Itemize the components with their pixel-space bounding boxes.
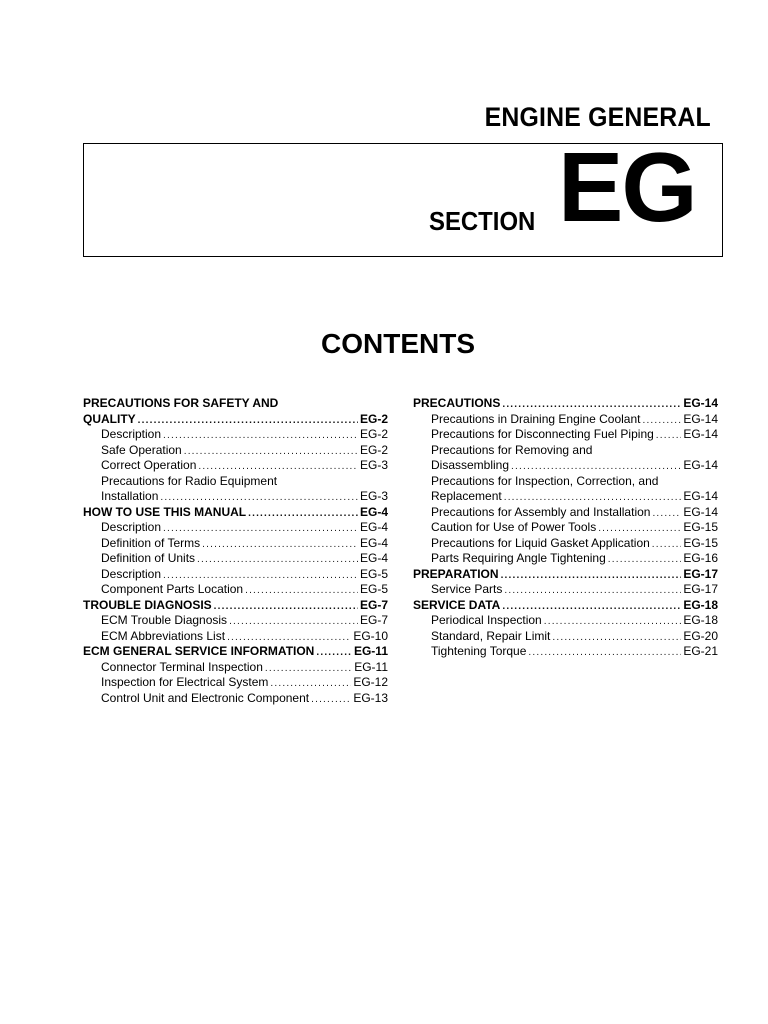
toc-entry[interactable] (413, 644, 718, 660)
toc-leader-dots (198, 459, 358, 475)
toc-entry-label: Precautions in Draining Engine Coolant (431, 411, 641, 426)
toc-leader-dots (184, 444, 358, 460)
toc-leader-dots (544, 614, 682, 630)
toc-entry-page: EG-14 (683, 411, 718, 426)
toc-entry[interactable] (83, 551, 388, 567)
toc-entry-label: Service Parts (431, 582, 503, 596)
toc-entry-page: EG-5 (359, 582, 388, 596)
toc-leader-dots (656, 428, 682, 444)
section-label: SECTION (429, 206, 536, 236)
toc-entry-page: EG-3 (359, 489, 388, 503)
toc-entry[interactable] (83, 691, 388, 707)
toc-entry-label: Safe Operation (101, 442, 182, 457)
toc-entry-label: Definition of Units (101, 551, 196, 565)
toc-entry[interactable] (83, 412, 388, 428)
toc-entry[interactable] (83, 629, 388, 645)
toc-entry-label: Parts Requiring Angle Tightening (431, 551, 606, 565)
toc-leader-dots (528, 645, 681, 661)
toc-entry-label: Description (101, 520, 162, 534)
toc-entry-label: Replacement (431, 489, 502, 503)
toc-entry-page: EG-14 (683, 458, 718, 472)
toc-left-column (83, 396, 388, 706)
toc-entry-label: Description (101, 427, 162, 441)
toc-entry[interactable] (83, 675, 388, 691)
toc-entry-page: EG-4 (359, 520, 388, 534)
toc-entry-label: TROUBLE DIAGNOSIS (83, 597, 212, 612)
toc-entry[interactable] (413, 629, 718, 645)
toc-leader-dots (265, 661, 352, 677)
toc-entry-label: Description (101, 566, 162, 581)
toc-entry-page: EG-4 (359, 551, 388, 565)
toc-entry-page: EG-14 (683, 427, 718, 441)
toc-entry-label: Precautions for Liquid Gasket Application (431, 535, 650, 550)
toc-entry-page: EG-3 (359, 458, 388, 472)
toc-leader-dots (229, 614, 358, 630)
toc-entry-page: EG-7 (359, 613, 388, 627)
toc-leader-dots (608, 552, 682, 568)
toc-entry-page: EG-5 (359, 566, 388, 581)
toc-entry-label: PREPARATION (413, 566, 499, 581)
toc-entry-label: Precautions for Radio Equipment (101, 473, 278, 488)
toc-entry-label: HOW TO USE THIS MANUAL (83, 504, 247, 519)
toc-entry-label: Component Parts Location (101, 582, 244, 596)
toc-entry-label: Installation (101, 489, 159, 503)
contents-heading: CONTENTS (321, 328, 475, 359)
toc-leader-dots (138, 413, 358, 429)
toc-entry-label: Caution for Use of Power Tools (431, 520, 597, 534)
engine-general-title: ENGINE GENERAL (484, 102, 711, 132)
toc-leader-dots (504, 490, 682, 506)
toc-leader-dots (598, 521, 681, 537)
toc-entry-page: EG-14 (683, 489, 718, 503)
toc-entry[interactable] (83, 613, 388, 629)
toc-entry[interactable] (413, 427, 718, 443)
toc-entry-label: Standard, Repair Limit (431, 628, 551, 643)
toc-leader-dots (552, 630, 681, 646)
toc-entry-page: EG-15 (683, 535, 718, 550)
toc-leader-dots (642, 413, 681, 429)
toc-entry[interactable] (83, 598, 388, 614)
toc-entry-page: EG-13 (353, 690, 388, 705)
toc-entry-page: EG-11 (354, 659, 388, 674)
toc-entry[interactable] (413, 582, 718, 598)
section-banner (83, 132, 723, 257)
toc-entry-label: QUALITY (83, 411, 136, 426)
toc-entry-label: PRECAUTIONS FOR SAFETY AND (83, 396, 279, 410)
toc-entry[interactable] (413, 520, 718, 536)
toc-entry[interactable] (413, 567, 718, 583)
toc-entry-label: Precautions for Disconnecting Fuel Piping (431, 427, 654, 441)
toc-entry-label: ECM GENERAL SERVICE INFORMATION (83, 644, 315, 658)
toc-entry-page: EG-14 (683, 396, 718, 410)
toc-entry-page: EG-16 (683, 551, 718, 565)
toc-leader-dots (160, 490, 358, 506)
toc-entry-page: EG-2 (359, 427, 388, 441)
toc-entry-label: Periodical Inspection (431, 613, 542, 627)
toc-entry[interactable] (413, 598, 718, 614)
toc-entry[interactable] (83, 567, 388, 583)
toc-entry-page: EG-17 (683, 582, 718, 596)
toc-entry[interactable] (83, 505, 388, 521)
toc-entry[interactable] (413, 458, 718, 474)
toc-leader-dots (511, 459, 681, 475)
toc-leader-dots (202, 537, 358, 553)
toc-entry-page: EG-4 (359, 504, 388, 519)
toc-entry-label: Correct Operation (101, 458, 197, 472)
toc-entry-label: SERVICE DATA (413, 597, 501, 612)
toc-entry-label: Definition of Terms (101, 535, 201, 550)
toc-leader-dots (245, 583, 358, 599)
toc-leader-dots (311, 692, 351, 708)
toc-entry[interactable] (413, 474, 718, 490)
toc-entry[interactable] (413, 536, 718, 552)
toc-entry-page: EG-18 (683, 597, 718, 612)
toc-entry[interactable] (83, 427, 388, 443)
toc-right-column (413, 396, 718, 660)
toc-entry-label: ECM Trouble Diagnosis (101, 613, 228, 627)
toc-entry-label: Inspection for Electrical System (101, 675, 269, 689)
toc-leader-dots (227, 630, 351, 646)
toc-entry[interactable] (413, 505, 718, 521)
toc-entry-label: Precautions for Assembly and Installation (431, 504, 651, 519)
toc-entry[interactable] (413, 613, 718, 629)
toc-entry-label: Precautions for Removing and (431, 442, 593, 457)
toc-entry[interactable] (413, 396, 718, 412)
toc-entry-label: Control Unit and Electronic Component (101, 690, 310, 705)
toc-entry-page: EG-18 (683, 613, 718, 627)
toc-leader-dots (163, 521, 358, 537)
toc-leader-dots (652, 537, 682, 553)
toc-entry-page: EG-10 (353, 628, 388, 643)
toc-entry-page: EG-20 (683, 628, 718, 643)
toc-entry[interactable] (413, 443, 718, 459)
section-code: EG (558, 132, 696, 242)
toc-leader-dots (248, 506, 358, 522)
toc-leader-dots (214, 599, 358, 615)
toc-entry[interactable] (83, 396, 388, 412)
toc-entry[interactable] (413, 489, 718, 505)
toc-entry[interactable] (83, 474, 388, 490)
toc-entry-page: EG-21 (683, 644, 718, 658)
toc-entry-page: EG-4 (359, 535, 388, 550)
toc-leader-dots (270, 676, 351, 692)
toc-entry[interactable] (83, 458, 388, 474)
toc-leader-dots (316, 645, 352, 661)
toc-entry-label: ECM Abbreviations List (101, 628, 226, 643)
toc-entry-label: Connector Terminal Inspection (101, 659, 263, 674)
toc-leader-dots (502, 397, 681, 413)
toc-entry-page: EG-2 (359, 411, 388, 426)
toc-leader-dots (163, 568, 358, 584)
toc-leader-dots (502, 599, 681, 615)
toc-entry-page: EG-15 (683, 520, 718, 534)
toc-entry-page: EG-12 (353, 675, 388, 689)
toc-entry-page: EG-7 (359, 597, 388, 612)
toc-leader-dots (197, 552, 358, 568)
toc-entry-page: EG-2 (359, 442, 388, 457)
toc-entry[interactable] (83, 536, 388, 552)
toc-entry[interactable] (83, 582, 388, 598)
toc-entry[interactable] (83, 644, 388, 660)
toc-entry-label: PRECAUTIONS (413, 396, 501, 410)
toc-entry-page: EG-17 (683, 566, 718, 581)
toc-leader-dots (163, 428, 358, 444)
toc-leader-dots (652, 506, 681, 522)
toc-entry-label: Tightening Torque (431, 644, 527, 658)
toc-entry-page: EG-11 (353, 644, 388, 658)
toc-entry-label: Precautions for Inspection, Correction, and (431, 473, 659, 488)
toc-entry[interactable] (83, 489, 388, 505)
toc-entry[interactable] (83, 520, 388, 536)
toc-leader-dots (504, 583, 681, 599)
toc-entry[interactable] (83, 660, 388, 676)
toc-entry[interactable] (413, 412, 718, 428)
toc-entry[interactable] (413, 551, 718, 567)
toc-entry-page: EG-14 (683, 504, 718, 519)
toc-entry-label: Disassembling (431, 458, 510, 472)
toc-leader-dots (501, 568, 682, 584)
toc-entry[interactable] (83, 443, 388, 459)
